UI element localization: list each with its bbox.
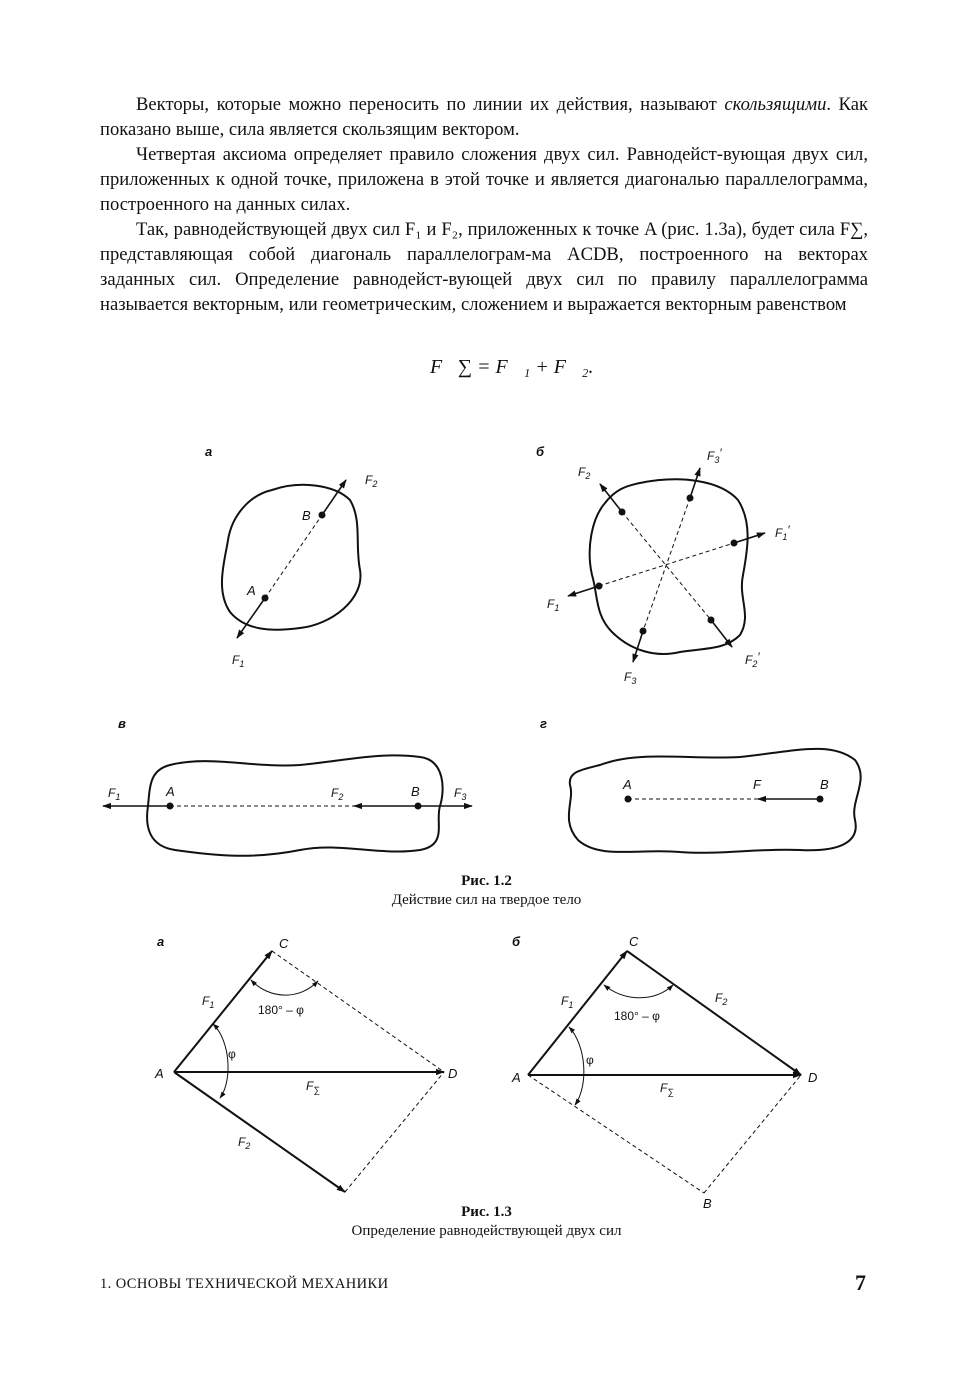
fig12-panel-b xyxy=(536,444,790,686)
force-F3-arrow xyxy=(633,631,643,662)
line-of-action xyxy=(265,515,322,598)
fig12-caption-text: Действие сил на твердое тело xyxy=(391,892,582,908)
label-A: A xyxy=(512,1070,521,1085)
label-B: B xyxy=(411,784,420,799)
force-F1-arrow xyxy=(237,598,265,638)
point-A xyxy=(625,796,632,803)
fig13-panel-a xyxy=(154,934,457,1192)
rigid-body-outline xyxy=(222,485,361,630)
angle-arc-180 xyxy=(604,985,673,998)
dashed-line-F1 xyxy=(599,543,734,586)
label-phi: φ xyxy=(228,1047,236,1061)
dashed-side-BD xyxy=(345,1072,444,1192)
force-F2-prime-arrow xyxy=(711,620,732,647)
label-A: A xyxy=(247,583,256,598)
panel-label-a: а xyxy=(205,444,213,459)
label-F2-prime: $F_2'$ xyxy=(745,650,760,669)
rigid-body-outline xyxy=(590,479,748,654)
point xyxy=(640,628,647,635)
label-C: C xyxy=(629,934,639,949)
dashed-side-BD xyxy=(704,1075,801,1193)
point-A xyxy=(167,803,174,810)
label-F1: $F_1$ xyxy=(108,786,121,802)
label-angle: 180° – φ xyxy=(614,1009,660,1023)
label-F-sum: $F_\sum$ xyxy=(660,1081,674,1097)
label-phi: φ xyxy=(586,1053,594,1067)
panel-label-a: а xyxy=(157,934,165,949)
panel-label-g: г xyxy=(540,716,547,731)
point xyxy=(731,540,738,547)
point xyxy=(687,495,694,502)
point xyxy=(619,509,626,516)
point xyxy=(596,583,603,590)
force-F1-prime-arrow xyxy=(734,533,765,543)
fig12-panel-v xyxy=(103,716,472,856)
fig13-panel-b xyxy=(511,934,817,1211)
p1-text-a: Векторы, которые можно переносить по линии их действия, называют xyxy=(136,94,725,115)
label-B: B xyxy=(302,508,311,523)
label-F2: $F_2$ xyxy=(365,473,378,489)
label-A: A xyxy=(155,1066,164,1081)
fig13-caption-text: Определение равнодействующей двух сил xyxy=(351,1223,622,1239)
label-F: F xyxy=(753,777,761,792)
label-F1: $F_1$ xyxy=(561,994,574,1010)
label-C: C xyxy=(279,936,289,951)
paragraph-3: Так, равнодействующей двух сил F₁ и F₂, приложенных к точке A (рис. 1.3а), будет сила F∑, представляющая собой диагональ параллелограм-ма ACDB, построенного на векторах заданных сил. Определение равнодейст-вующей двух сил по правилу параллелограмма называется векторным, или геометрическим, сложением и выражается векторным равенством xyxy=(100,219,868,315)
label-F2: $F_2$ xyxy=(238,1135,251,1151)
fig12-panel-g xyxy=(540,716,861,853)
point-B xyxy=(817,796,824,803)
label-A: A xyxy=(623,777,632,792)
p1-emphasis: скользящими xyxy=(724,94,827,115)
force-F2-arrow xyxy=(600,484,622,512)
label-F3: $F_3$ xyxy=(454,786,467,802)
p1-text-b: . Как показано выше, сила является скользящим вектором. xyxy=(100,94,868,140)
point-A xyxy=(262,595,269,602)
label-F1: $F_1$ xyxy=(547,597,560,613)
force-F1-arrow xyxy=(568,586,599,596)
label-F1: $F_1$ xyxy=(232,653,245,669)
fig13-caption-title: Рис. 1.3 xyxy=(461,1204,512,1220)
vector-formula: F⃗∑ = F⃗₁ + F⃗₂. xyxy=(430,356,594,378)
label-D: D xyxy=(808,1070,818,1085)
fig12-panel-a xyxy=(205,444,377,669)
paragraph-2: Четвертая аксиома определяет правило сложения двух сил. Равнодейст-вующая двух сил, приложенных к одной точке, приложена в этой точке и является диагональю параллелограмма, построенного на данных силах. xyxy=(100,144,868,215)
angle-arc-phi xyxy=(213,1024,228,1098)
force-F3-prime-arrow xyxy=(690,468,700,498)
label-angle: 180° – φ xyxy=(258,1003,304,1017)
label-F2: $F_2$ xyxy=(578,465,591,481)
label-F-sum: $F_\sum$ xyxy=(306,1079,320,1095)
angle-arc-phi xyxy=(569,1027,584,1105)
label-F1-prime: $F_1'$ xyxy=(775,523,790,542)
label-A: A xyxy=(166,784,175,799)
point xyxy=(708,617,715,624)
dashed-side-AB xyxy=(528,1075,704,1193)
label-D: D xyxy=(448,1066,458,1081)
fig12-caption-title: Рис. 1.2 xyxy=(461,873,512,889)
angle-arc-180 xyxy=(251,980,318,995)
panel-label-v: в xyxy=(118,716,126,731)
panel-label-b: б xyxy=(536,444,545,459)
force-F2-arrow xyxy=(322,480,346,515)
fig12-caption xyxy=(0,872,973,910)
label-B: B xyxy=(703,1196,712,1211)
vector-F1 xyxy=(528,951,627,1075)
label-F3: $F_3$ xyxy=(624,670,637,686)
page-number: 7 xyxy=(855,1270,866,1295)
rigid-body-outline xyxy=(569,749,861,853)
label-F2: $F_2$ xyxy=(715,991,728,1007)
point-B xyxy=(319,512,326,519)
point-B xyxy=(415,803,422,810)
label-F1: $F_1$ xyxy=(202,994,215,1010)
fig13-caption xyxy=(0,1203,973,1241)
label-B: B xyxy=(820,777,829,792)
running-footer-section: 1. ОСНОВЫ ТЕХНИЧЕСКОЙ МЕХАНИКИ xyxy=(100,1276,389,1292)
panel-label-b: б xyxy=(512,934,521,949)
label-F2: $F_2$ xyxy=(331,786,344,802)
label-F3-prime: $F_3'$ xyxy=(707,446,722,465)
